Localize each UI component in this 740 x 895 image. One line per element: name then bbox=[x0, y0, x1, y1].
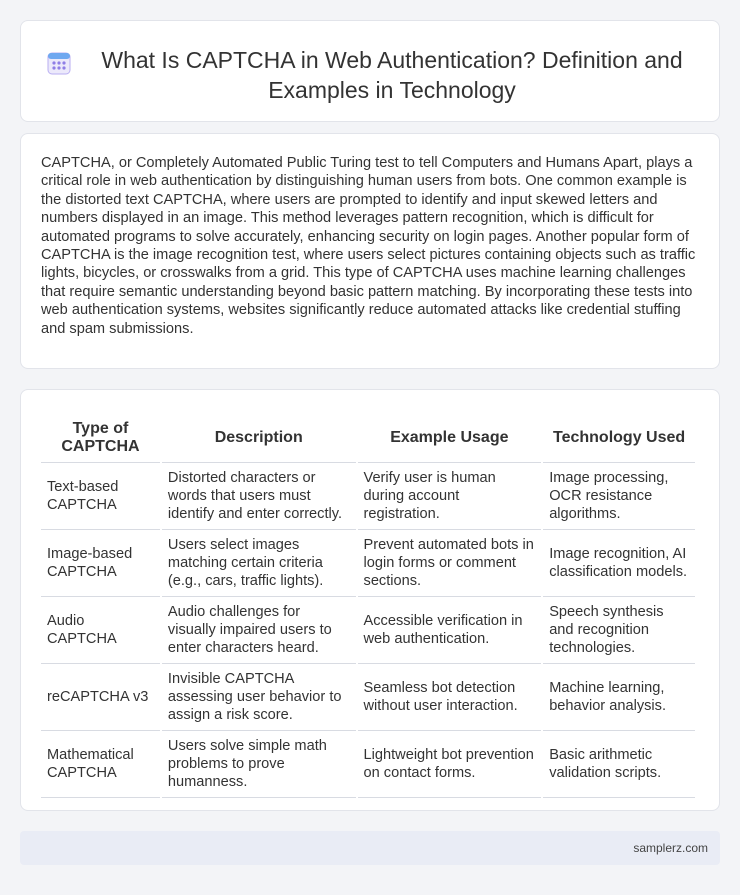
table-row bbox=[41, 463, 696, 530]
table-cell: Image-based CAPTCHA bbox=[41, 530, 161, 597]
table-cell: Image processing, OCR resistance algorithms. bbox=[542, 463, 696, 530]
footer-site-link[interactable]: samplerz.com bbox=[633, 841, 708, 855]
table-cell: Machine learning, behavior analysis. bbox=[542, 664, 696, 731]
table-cell: Seamless bot detection without user interaction. bbox=[357, 664, 543, 731]
table-header-row bbox=[41, 414, 696, 463]
table-cell: Basic arithmetic validation scripts. bbox=[542, 731, 696, 798]
intro-paragraph: CAPTCHA, or Completely Automated Public Turing test to tell Computers and Humans Apart, plays a critical role in web authentication by distinguishing human users from bots. One common example is the distorted text CAPTCHA, where users are prompted to identify and input skewed letters and numbers displayed in an image. This method leverages pattern recognition, which is difficult for automated programs to solve accurately, enhancing security on login pages. Another popular form of CAPTCHA is the image recognition test, where users select pictures containing objects such as traffic lights, bicycles, or crosswalks from a grid. This type of CAPTCHA uses machine learning challenges that require semantic understanding beyond basic pattern matching. By incorporating these tests into web authentication systems, websites significantly reduce automated attacks like credential stuffing and spam submissions. bbox=[41, 155, 696, 337]
column-header-type: Type of CAPTCHA bbox=[41, 414, 161, 463]
table-cell: Users solve simple math problems to prove humanness. bbox=[161, 731, 357, 798]
table-cell: Audio CAPTCHA bbox=[41, 597, 161, 664]
table-cell: Invisible CAPTCHA assessing user behavior to assign a risk score. bbox=[161, 664, 357, 731]
table-cell: Audio challenges for visually impaired users to enter characters heard. bbox=[161, 597, 357, 664]
table-cell: Speech synthesis and recognition technologies. bbox=[542, 597, 696, 664]
footer bbox=[20, 831, 720, 865]
table-cell: Distorted characters or words that users must identify and enter correctly. bbox=[161, 463, 357, 530]
calendar-icon bbox=[45, 49, 73, 77]
table-cell: Mathematical CAPTCHA bbox=[41, 731, 161, 798]
table-row bbox=[41, 731, 696, 798]
table-row bbox=[41, 664, 696, 731]
captcha-table bbox=[41, 414, 697, 798]
table-row bbox=[41, 530, 696, 597]
intro-card bbox=[20, 133, 720, 369]
table-cell: Prevent automated bots in login forms or comment sections. bbox=[357, 530, 543, 597]
table-cell: Verify user is human during account registration. bbox=[357, 463, 543, 530]
table-card bbox=[20, 389, 720, 811]
table-row bbox=[41, 597, 696, 664]
title-row bbox=[21, 21, 719, 105]
table-cell: Text-based CAPTCHA bbox=[41, 463, 161, 530]
table-cell: reCAPTCHA v3 bbox=[41, 664, 161, 731]
page-title: What Is CAPTCHA in Web Authentication? Definition and Examples in Technology bbox=[101, 47, 683, 103]
table-cell: Accessible verification in web authentication. bbox=[357, 597, 543, 664]
column-header-example-usage: Example Usage bbox=[357, 414, 543, 463]
column-header-description: Description bbox=[161, 414, 357, 463]
table-cell: Image recognition, AI classification models. bbox=[542, 530, 696, 597]
column-header-technology: Technology Used bbox=[542, 414, 696, 463]
table-cell: Lightweight bot prevention on contact forms. bbox=[357, 731, 543, 798]
table-cell: Users select images matching certain criteria (e.g., cars, traffic lights). bbox=[161, 530, 357, 597]
title-card bbox=[20, 20, 720, 122]
